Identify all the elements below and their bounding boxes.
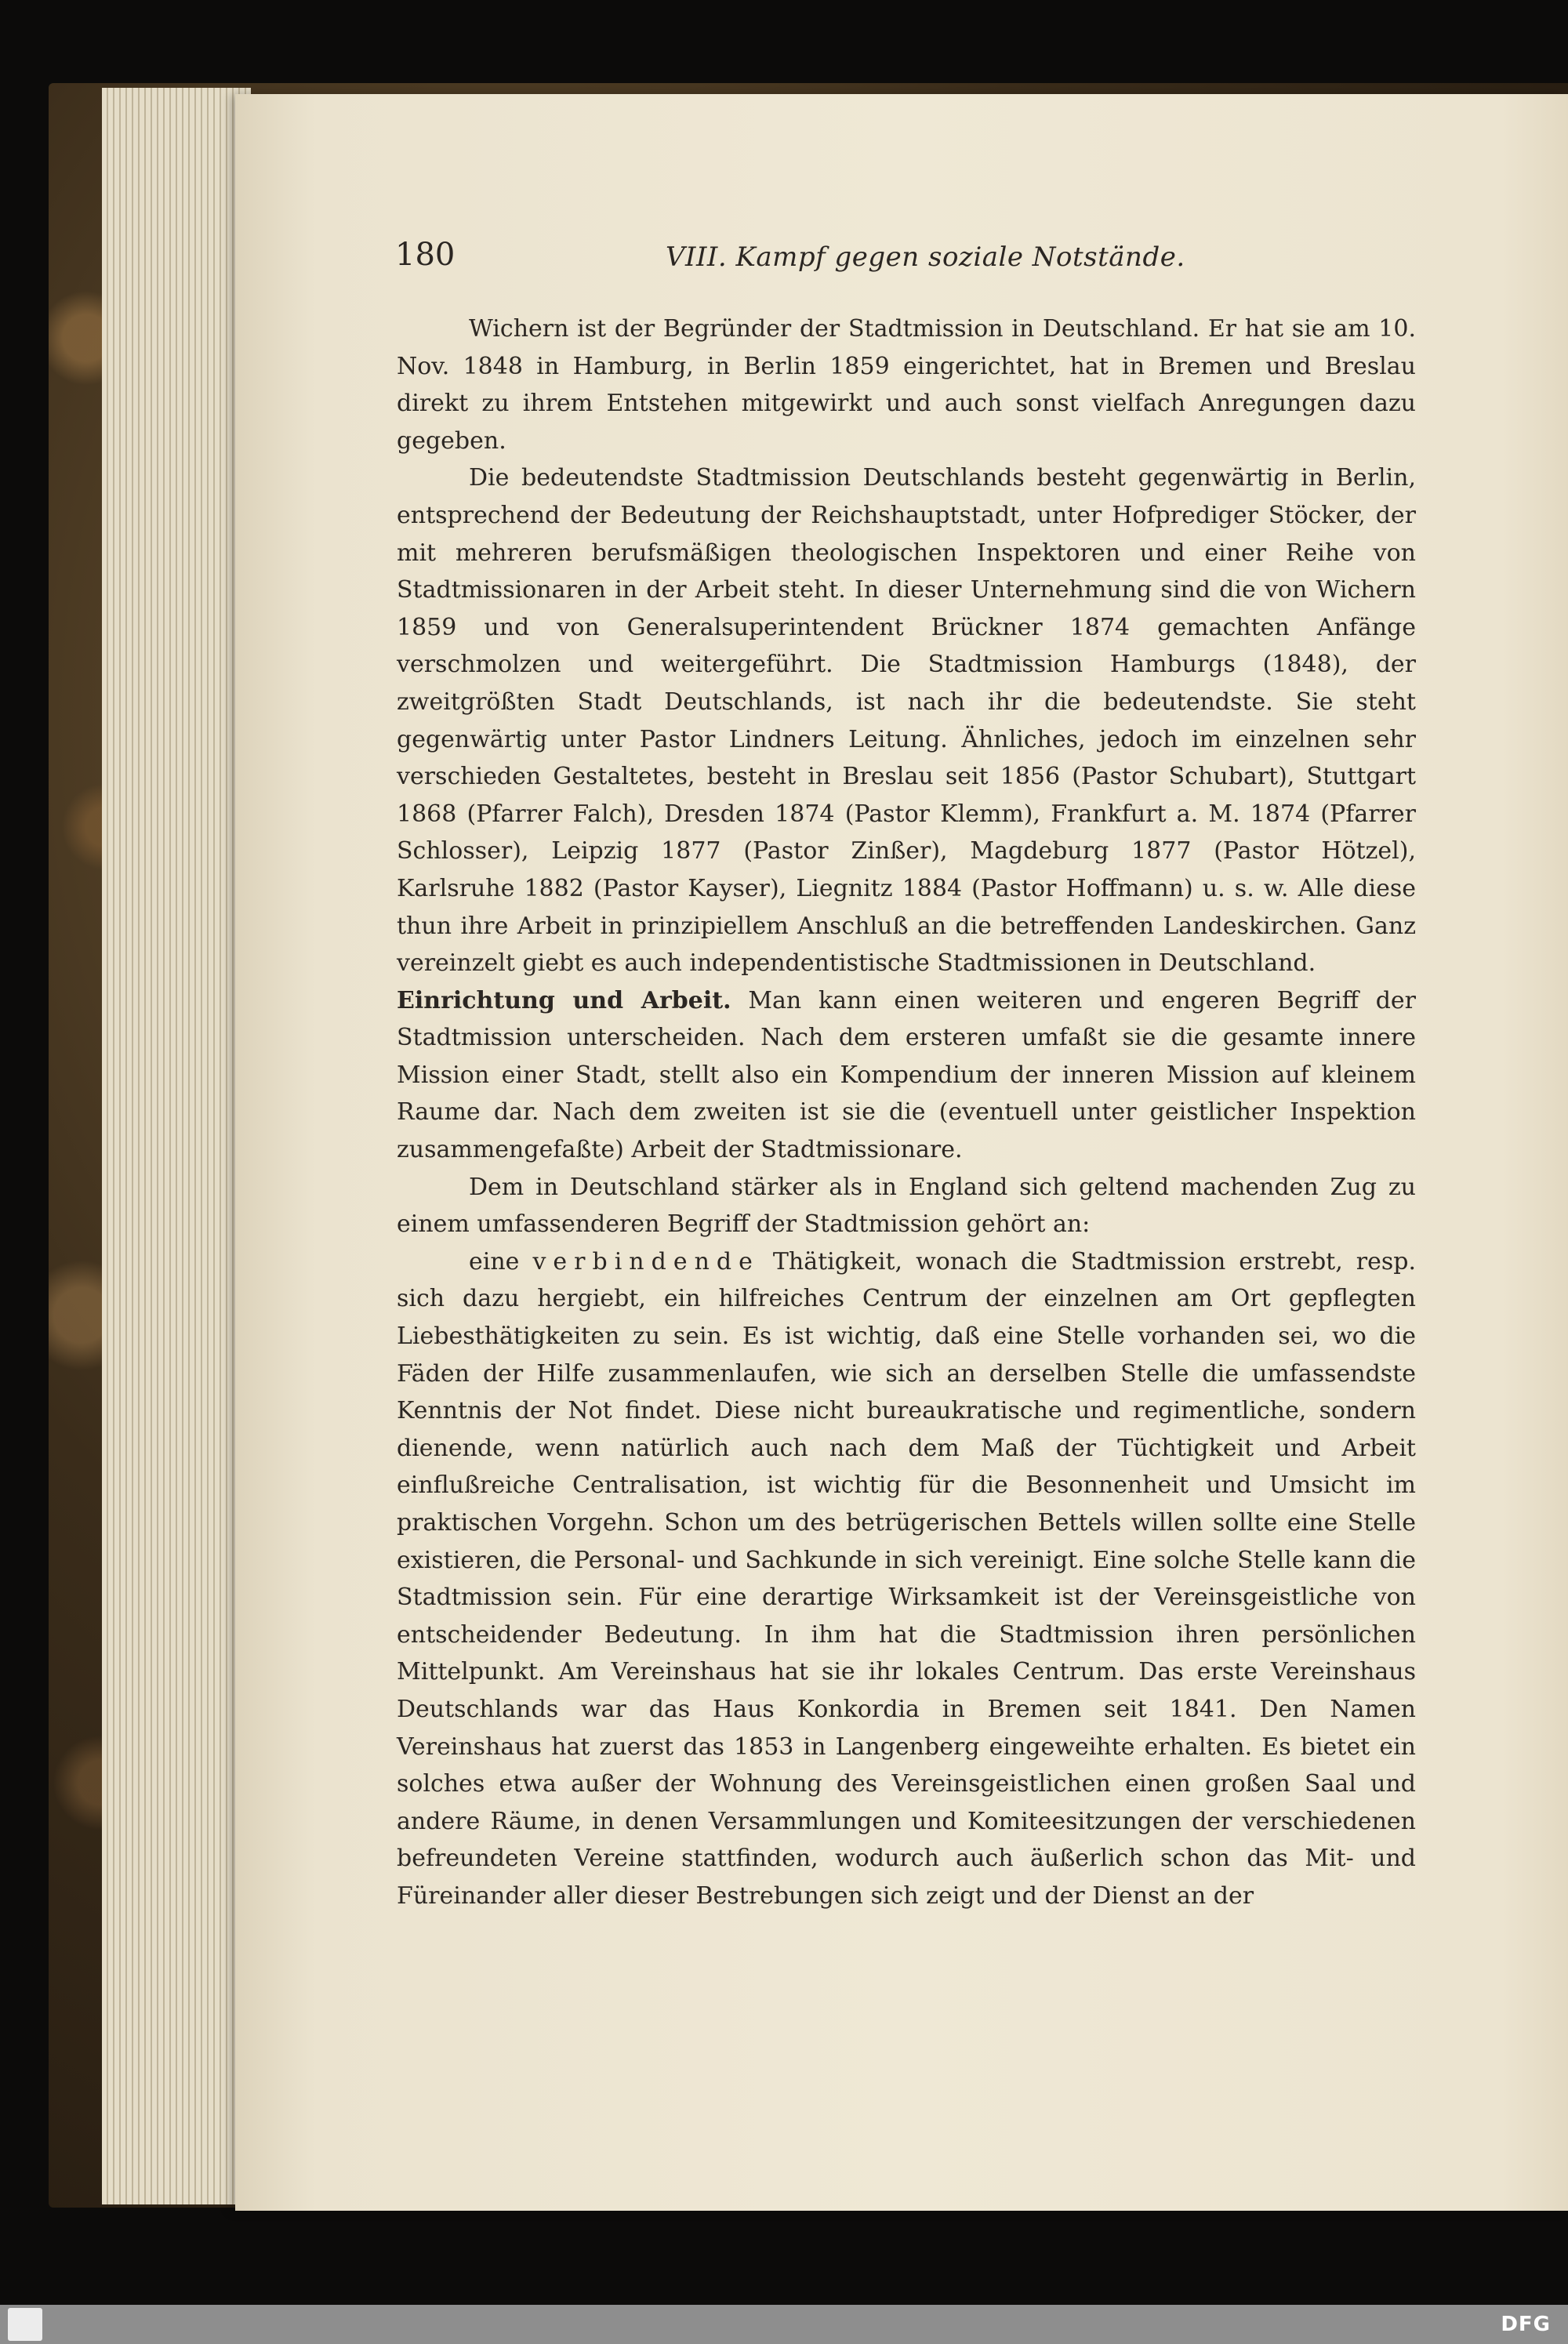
viewer-footer-bar (0, 2305, 1568, 2344)
footer-brand: DFG (1501, 2313, 1551, 2336)
section-paragraph (397, 982, 1416, 1169)
running-head: VIII. Kampf gegen soziale Notstände. (666, 241, 1185, 273)
paragraph-lead: eine (469, 1247, 520, 1275)
library-logo-icon (8, 2308, 42, 2341)
body-text (397, 310, 1416, 2051)
paragraph (397, 459, 1416, 982)
section-heading: Einrichtung und Arbeit. (397, 986, 731, 1014)
paragraph (397, 310, 1416, 459)
paragraph-text: Man kann einen weiteren und engeren Begriff der Stadtmission unterscheiden. Nach dem ersteren umfaßt sie die gesamte innere Mission einer Stadt, stellt also ein Kompendium der inneren Mission auf kleinem Raume dar. Nach dem zweiten ist sie die (eventuell unter geistlicher Inspektion zusammengefaßte) Arbeit der Stadtmissionare. (397, 986, 1416, 1164)
paragraph-text: Dem in Deutschland stärker als in England sich geltend machenden Zug zu einem umfassenderen Begriff der Stadtmission gehört an: (397, 1173, 1416, 1239)
page-header (395, 237, 1414, 284)
page-edges (102, 88, 251, 2204)
paragraph-text: Wichern ist der Begründer der Stadtmission in Deutschland. Er hat sie am 10. Nov. 1848 in Hamburg, in Berlin 1859 eingerichtet, hat in Bremen und Breslau direkt zu ihrem Entstehen mitgewirkt und auch sonst vielfach Anregungen dazu gegeben. (397, 315, 1416, 455)
paragraph-text: Thätigkeit, wonach die Stadtmission erstrebt, resp. sich dazu hergiebt, ein hilfreiches Centrum der einzelnen am Ort gepflegten Liebesthätigkeiten zu sein. Es ist wichtig, daß eine Stelle vorhanden sei, wo die Fäden der Hilfe zusammenlaufen, wie sich an derselben Stelle die umfassendste Kenntnis der Not findet. Diese nicht bureaukratische und regimentliche, sondern dienende, wenn natürlich auch nach dem Maß der Tüchtigkeit und Arbeit einflußreiche Centralisation, ist wichtig für die Besonnenheit und Umsicht im praktischen Vorgehn. Schon um des betrügerischen Bettels willen sollte eine Stelle existieren, die Personal- und Sachkunde in sich vereinigt. Eine solche Stelle kann die Stadtmission sein. Für eine derartige Wirksamkeit ist der Vereinsgeistliche von entscheidender Bedeutung. In ihm hat die Stadtmission ihren persönlichen Mittelpunkt. Am Vereinshaus hat sie ihr lokales Centrum. Das erste Vereinshaus Deutschlands war das Haus Konkordia in Bremen seit 1841. Den Namen Vereinshaus hat zuerst das 1853 in Langenberg eingeweihte erhalten. Es bietet ein solches etwa außer der Wohnung des Vereinsgeistlichen einen großen Saal und andere Räume, in denen Versammlungen und Komiteesitzungen der verschiedenen befreundeten Vereine stattfinden, wodurch auch äußerlich schon das Mit- und Füreinander aller dieser Bestrebungen sich zeigt und der Dienst an der (397, 1247, 1416, 1910)
paragraph (397, 1169, 1416, 1243)
page-number: 180 (395, 237, 456, 273)
emphasis-spaced: verbindende (532, 1247, 760, 1275)
paragraph-text: Die bedeutendste Stadtmission Deutschlands besteht gegenwärtig in Berlin, entsprechend der Bedeutung der Reichshauptstadt, unter Hofprediger Stöcker, der mit mehreren berufsmäßigen theologischen Inspektoren und einer Reihe von Stadtmissionaren in der Arbeit steht. In dieser Unternehmung sind die von Wichern 1859 und von Generalsuperintendent Brückner 1874 gemachten Anfänge verschmolzen und weitergeführt. Die Stadtmission Hamburgs (1848), der zweitgrößten Stadt Deutschlands, ist nach ihr die bedeutendste. Sie steht gegenwärtig unter Pastor Lindners Leitung. Ähnliches, jedoch im einzelnen sehr verschieden Gestaltetes, besteht in Breslau seit 1856 (Pastor Schubart), Stuttgart 1868 (Pfarrer Falch), Dresden 1874 (Pastor Klemm), Frankfurt a. M. 1874 (Pfarrer Schlosser), Leipzig 1877 (Pastor Zinßer), Magdeburg 1877 (Pastor Hötzel), Karlsruhe 1882 (Pastor Kayser), Liegnitz 1884 (Pastor Hoffmann) u. s. w. Alle diese thun ihre Arbeit in prinzipiellem Anschluß an die betreffenden Landeskirchen. Ganz vereinzelt giebt es auch independentistische Stadtmissionen in Deutschland. (397, 464, 1416, 978)
paragraph (397, 1243, 1416, 1915)
